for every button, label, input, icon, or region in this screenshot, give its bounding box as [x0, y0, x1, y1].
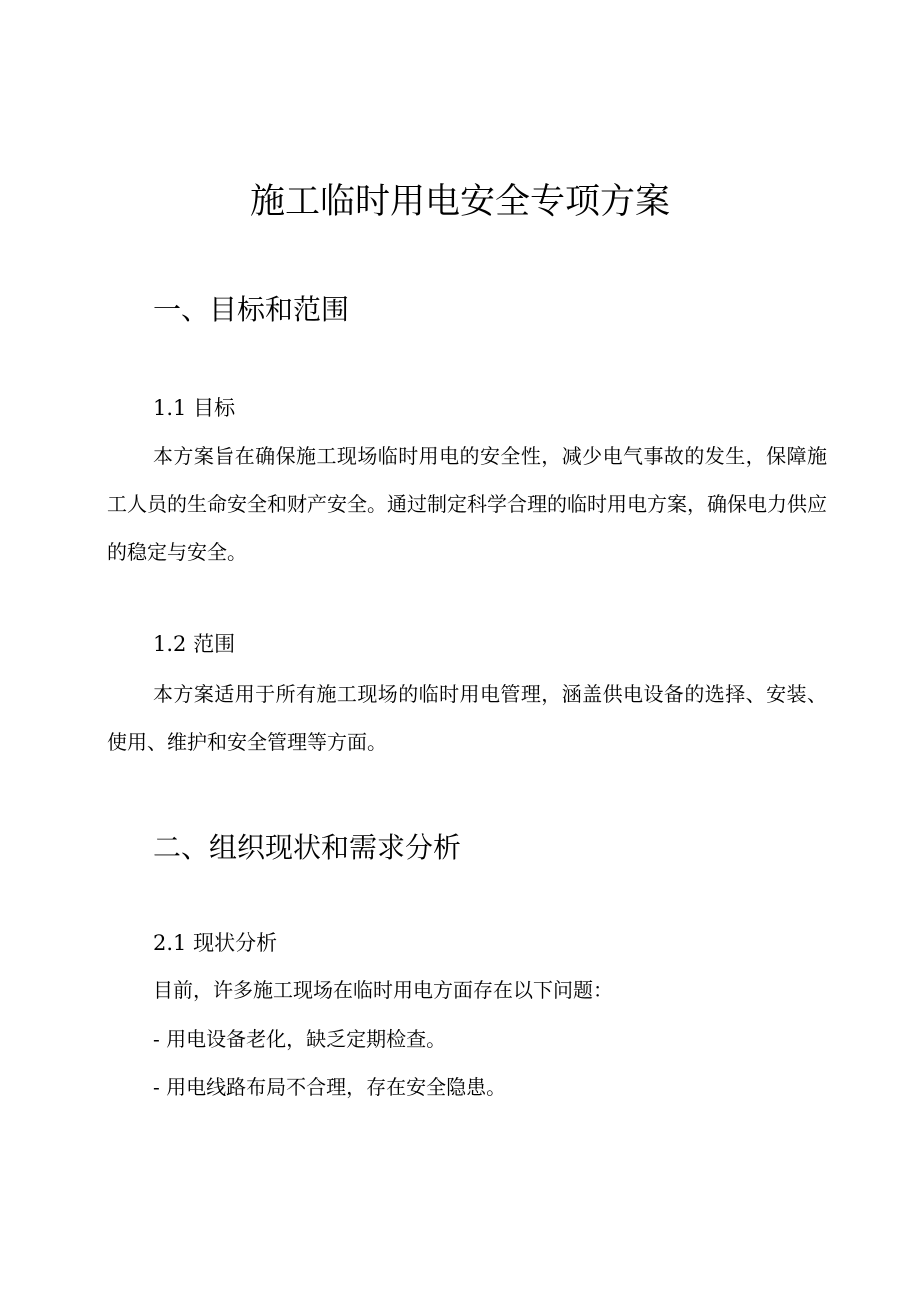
subsection-number: 2.1	[153, 931, 187, 955]
paragraph-1-2: 本方案适用于所有施工现场的临时用电管理，涵盖供电设备的选择、安装、使用、维护和安全管理等方面。	[107, 682, 827, 754]
subsection-heading-1-2	[153, 629, 235, 659]
subsection-title: 范围	[193, 632, 236, 656]
section-heading-2: 二、组织现状和需求分析	[153, 831, 462, 864]
section-heading-1: 一、目标和范围	[153, 293, 350, 326]
paragraph-2-1-intro: 目前，许多施工现场在临时用电方面存在以下问题：	[153, 978, 613, 1002]
subsection-number: 1.1	[153, 396, 187, 420]
paragraph-1-1: 本方案旨在确保施工现场临时用电的安全性，减少电气事故的发生，保障施工人员的生命安全和财产安全。通过制定科学合理的临时用电方案，确保电力供应的稳定与安全。	[107, 444, 827, 564]
subsection-heading-1-1	[153, 393, 235, 423]
list-item: - 用电设备老化，缺乏定期检查。	[153, 1027, 447, 1051]
list-item: - 用电线路布局不合理，存在安全隐患。	[153, 1075, 507, 1099]
document-title: 施工临时用电安全专项方案	[249, 182, 670, 222]
subsection-title: 目标	[193, 396, 236, 420]
subsection-heading-2-1	[153, 928, 277, 958]
subsection-number: 1.2	[153, 632, 187, 656]
subsection-title: 现状分析	[193, 931, 278, 955]
